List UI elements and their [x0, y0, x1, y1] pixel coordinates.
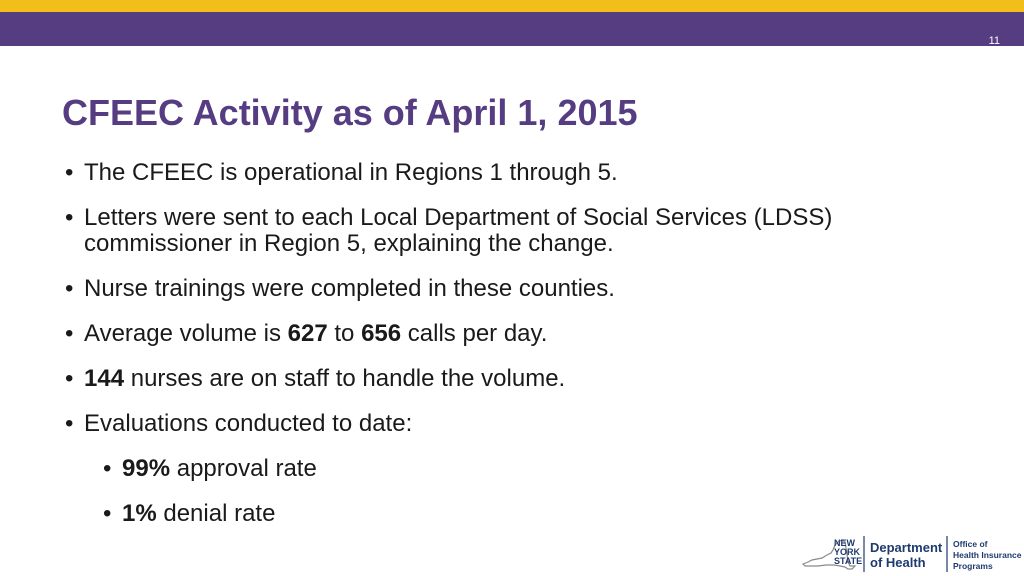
volume-text-post: calls per day. [401, 320, 548, 347]
logo-dept-line-2: of Health [870, 555, 926, 570]
logo-office-line-3: Programs [953, 561, 993, 571]
nurse-count: 144 [84, 365, 125, 392]
logo-state-line-3: STATE [834, 556, 863, 566]
volume-high: 656 [361, 320, 402, 347]
approval-rate: 99% [122, 455, 171, 482]
logo-state-line-2: YORK [834, 547, 861, 557]
approval-text: approval rate [170, 455, 317, 482]
volume-text-mid: to [327, 320, 362, 347]
bullet-letters: • Letters were sent to each Local Department of Social Services (LDSS) commissioner in Region 5, explaining the change. [62, 205, 962, 257]
bullet-list [62, 160, 962, 546]
slide-title: CFEEC Activity as of April 1, 2015 [62, 92, 638, 133]
logo-office-line-1: Office of [953, 539, 988, 549]
volume-text-pre: Average volume is [84, 320, 288, 347]
bullet-regions: • The CFEEC is operational in Regions 1 through 5. [62, 160, 962, 186]
bullet-evaluations: • Evaluations conducted to date: [62, 411, 962, 437]
denial-rate: 1% [122, 500, 157, 527]
volume-low: 627 [287, 320, 328, 347]
bullet-trainings: • Nurse trainings were completed in these counties. [62, 276, 962, 302]
bullet-volume [62, 321, 962, 347]
denial-text: denial rate [156, 500, 276, 527]
header-gold-bar [0, 0, 1024, 12]
nurse-text: nurses are on staff to handle the volume. [124, 365, 566, 392]
logo-dept-line-1: Department [870, 540, 943, 555]
bullet-nurses [62, 366, 962, 392]
logo-office-line-2: Health Insurance [953, 550, 1022, 560]
page-number: 11 [988, 35, 1000, 47]
sub-bullet-denial [100, 501, 962, 527]
nys-doh-logo [800, 532, 1022, 574]
sub-bullet-approval [100, 456, 962, 482]
header-purple-bar [0, 12, 1024, 46]
logo-state-line-1: NEW [834, 538, 855, 548]
